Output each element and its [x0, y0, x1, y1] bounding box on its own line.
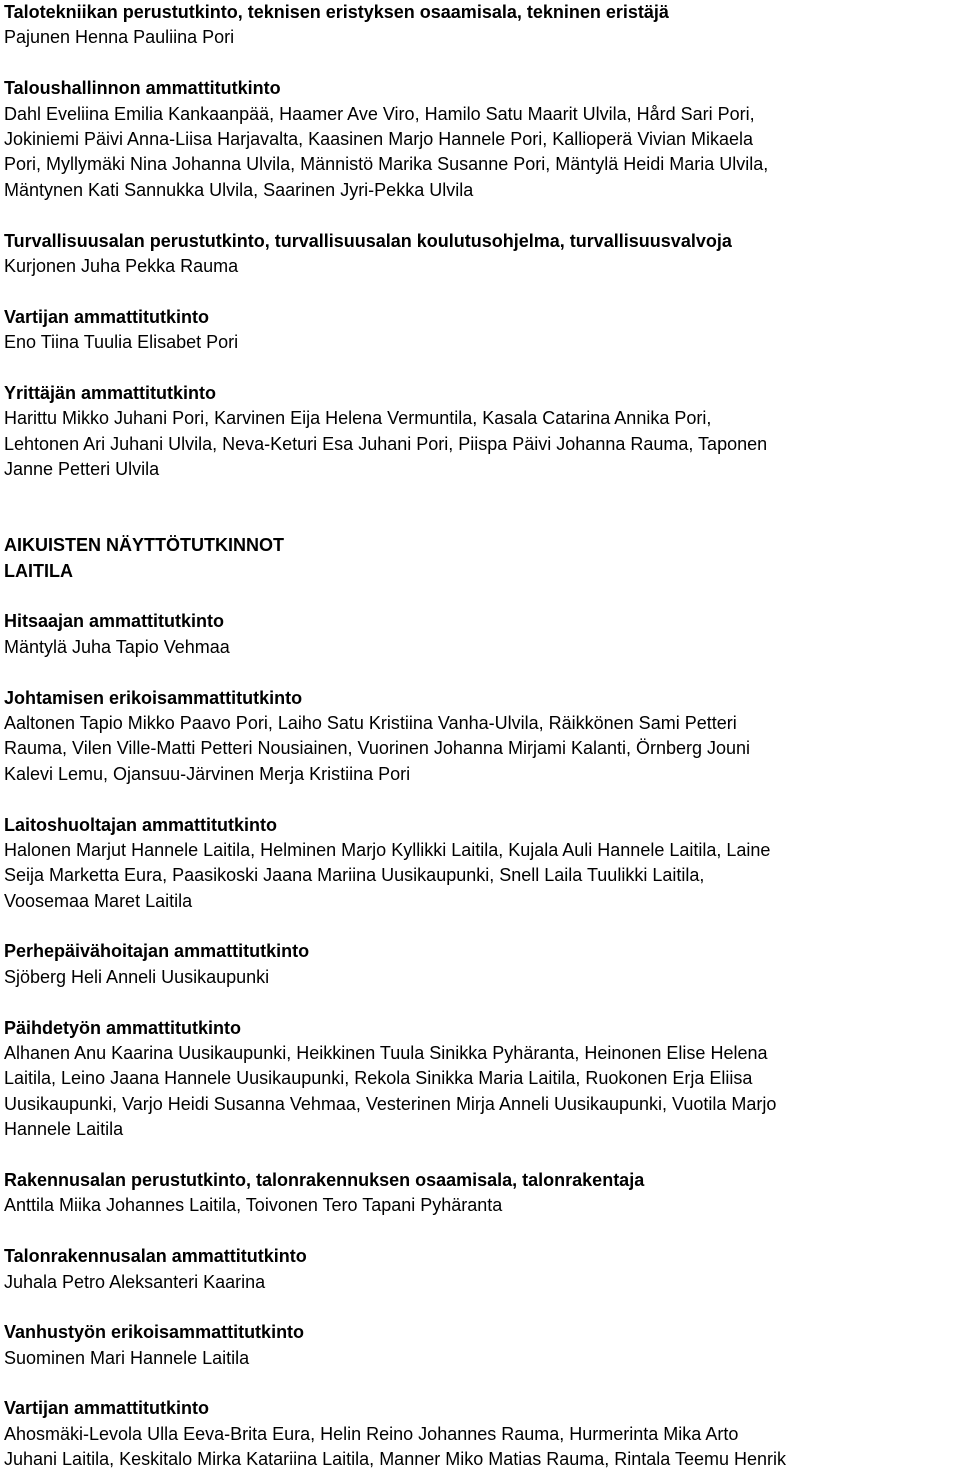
document-title-block	[4, 533, 958, 584]
qualification-heading: Talonrakennusalan ammattitutkinto	[4, 1246, 307, 1267]
graduate-names-line: Alhanen Anu Kaarina Uusikaupunki, Heikkinen Tuula Sinikka Pyhäranta, Heinonen Elise Helena	[4, 1043, 768, 1064]
graduate-names-line: Eno Tiina Tuulia Elisabet Pori	[4, 332, 239, 353]
qualification-section	[4, 1016, 958, 1143]
graduate-names-line: Kalevi Lemu, Ojansuu-Järvinen Merja Kristiina Pori	[4, 763, 411, 784]
graduate-names-line: Suominen Mari Hannele Laitila	[4, 1347, 250, 1368]
graduate-names-line: Ahosmäki-Levola Ulla Eeva-Brita Eura, Helin Reino Johannes Rauma, Hurmerinta Mika Arto	[4, 1423, 739, 1444]
graduate-names-line: Uusikaupunki, Varjo Heidi Susanna Vehmaa, Vesterinen Mirja Anneli Uusikaupunki, Vuotila Marjo	[4, 1093, 777, 1114]
section-gap	[4, 1219, 958, 1244]
graduate-names-line: Dahl Eveliina Emilia Kankaanpää, Haamer Ave Viro, Hamilo Satu Maarit Ulvila, Hård Sari Pori,	[4, 103, 755, 124]
qualification-heading: Johtamisen erikoisammattitutkinto	[4, 687, 303, 708]
graduate-names-line: Rauma, Vilen Ville-Matti Petteri Nousiainen, Vuorinen Johanna Mirjami Kalanti, Örnberg Jouni	[4, 738, 751, 759]
section-gap	[4, 1295, 958, 1320]
qualification-heading: Taloushallinnon ammattitutkinto	[4, 78, 281, 99]
graduate-names-line: Juhala Petro Aleksanteri Kaarina	[4, 1271, 266, 1292]
qualification-heading: Yrittäjän ammattitutkinto	[4, 382, 217, 403]
graduate-names-line: Pori, Myllymäki Nina Johanna Ulvila, Männistö Marika Susanne Pori, Mäntylä Heidi Maria Ulvila,	[4, 154, 769, 175]
qualification-section	[4, 1320, 958, 1371]
section-gap	[4, 279, 958, 304]
qualification-section	[4, 229, 958, 280]
section-gap	[4, 584, 958, 609]
qualification-heading: Talotekniikan perustutkinto, teknisen eristyksen osaamisala, tekninen eristäjä	[4, 2, 669, 22]
graduate-names-line: Jokiniemi Päivi Anna-Liisa Harjavalta, Kaasinen Marjo Hannele Pori, Kallioperä Vivian Mikaela	[4, 128, 754, 149]
section-gap	[4, 1371, 958, 1396]
document-page	[4, 0, 958, 1473]
qualification-heading: Rakennusalan perustutkinto, talonrakennuksen osaamisala, talonrakentaja	[4, 1169, 645, 1190]
section-gap	[4, 1143, 958, 1168]
graduate-names-line: Janne Petteri Ulvila	[4, 459, 160, 480]
graduate-names-line: Voosemaa Maret Laitila	[4, 890, 193, 911]
qualification-section	[4, 76, 958, 203]
section-gap	[4, 787, 958, 812]
qualification-section	[4, 1244, 958, 1295]
qualification-section	[4, 305, 958, 356]
graduate-names-line: Juhani Laitila, Keskitalo Mirka Katariina Laitila, Manner Miko Matias Rauma, Rintala Teemu Henrik	[4, 1449, 787, 1470]
qualification-section	[4, 609, 958, 660]
graduate-names-line: Mäntynen Kati Sannukka Ulvila, Saarinen Jyri-Pekka Ulvila	[4, 179, 474, 200]
qualification-heading: Vartijan ammattitutkinto	[4, 1398, 210, 1419]
graduate-names-line: Hannele Laitila	[4, 1119, 124, 1140]
section-gap	[4, 482, 958, 507]
location-heading: LAITILA	[4, 560, 73, 581]
graduate-names-line: Pajunen Henna Pauliina Pori	[4, 27, 235, 48]
graduate-names-line: Aaltonen Tapio Mikko Paavo Pori, Laiho Satu Kristiina Vanha-Ulvila, Räikkönen Sami Petteri	[4, 712, 737, 733]
qualification-heading: Perhepäivähoitajan ammattitutkinto	[4, 941, 310, 962]
section-spacer	[4, 508, 958, 533]
section-gap	[4, 914, 958, 939]
graduate-names-line: Anttila Miika Johannes Laitila, Toivonen Tero Tapani Pyhäranta	[4, 1195, 503, 1216]
graduate-names-line: Sjöberg Heli Anneli Uusikaupunki	[4, 966, 270, 987]
graduate-names-line: Harittu Mikko Juhani Pori, Karvinen Eija Helena Vermuntila, Kasala Catarina Annika Pori,	[4, 408, 712, 429]
section-gap	[4, 990, 958, 1015]
graduate-names-line: Laitila, Leino Jaana Hannele Uusikaupunki, Rekola Sinikka Maria Laitila, Ruokonen Erja Eliisa	[4, 1068, 753, 1089]
graduate-names-line: Halonen Marjut Hannele Laitila, Helminen Marjo Kyllikki Laitila, Kujala Auli Hannele Laitila, Laine	[4, 839, 771, 860]
qualification-heading: Vartijan ammattitutkinto	[4, 306, 210, 327]
qualification-section	[4, 1396, 958, 1472]
graduate-names-line: Kurjonen Juha Pekka Rauma	[4, 255, 239, 276]
graduate-names-line: Lehtonen Ari Juhani Ulvila, Neva-Keturi Esa Juhani Pori, Piispa Päivi Johanna Rauma, Taponen	[4, 433, 768, 454]
graduate-names-line: Mäntylä Juha Tapio Vehmaa	[4, 636, 230, 657]
section-gap	[4, 660, 958, 685]
graduate-names-line: Seija Marketta Eura, Paasikoski Jaana Mariina Uusikaupunki, Snell Laila Tuulikki Laitila,	[4, 865, 705, 886]
qualification-section	[4, 0, 958, 51]
qualification-heading: Turvallisuusalan perustutkinto, turvallisuusalan koulutusohjelma, turvallisuusvalvoja	[4, 230, 732, 251]
qualification-heading: Laitoshuoltajan ammattitutkinto	[4, 814, 278, 835]
document-title: AIKUISTEN NÄYTTÖTUTKINNOT	[4, 535, 284, 556]
section-gap	[4, 355, 958, 380]
qualification-section	[4, 1168, 958, 1219]
qualification-heading: Hitsaajan ammattitutkinto	[4, 611, 225, 632]
qualification-heading: Päihdetyön ammattitutkinto	[4, 1017, 242, 1038]
qualification-heading: Vanhustyön erikoisammattitutkinto	[4, 1322, 305, 1343]
section-gap	[4, 203, 958, 228]
qualification-section	[4, 381, 958, 483]
qualification-section	[4, 813, 958, 915]
qualification-section	[4, 939, 958, 990]
qualification-section	[4, 686, 958, 788]
section-gap	[4, 51, 958, 76]
